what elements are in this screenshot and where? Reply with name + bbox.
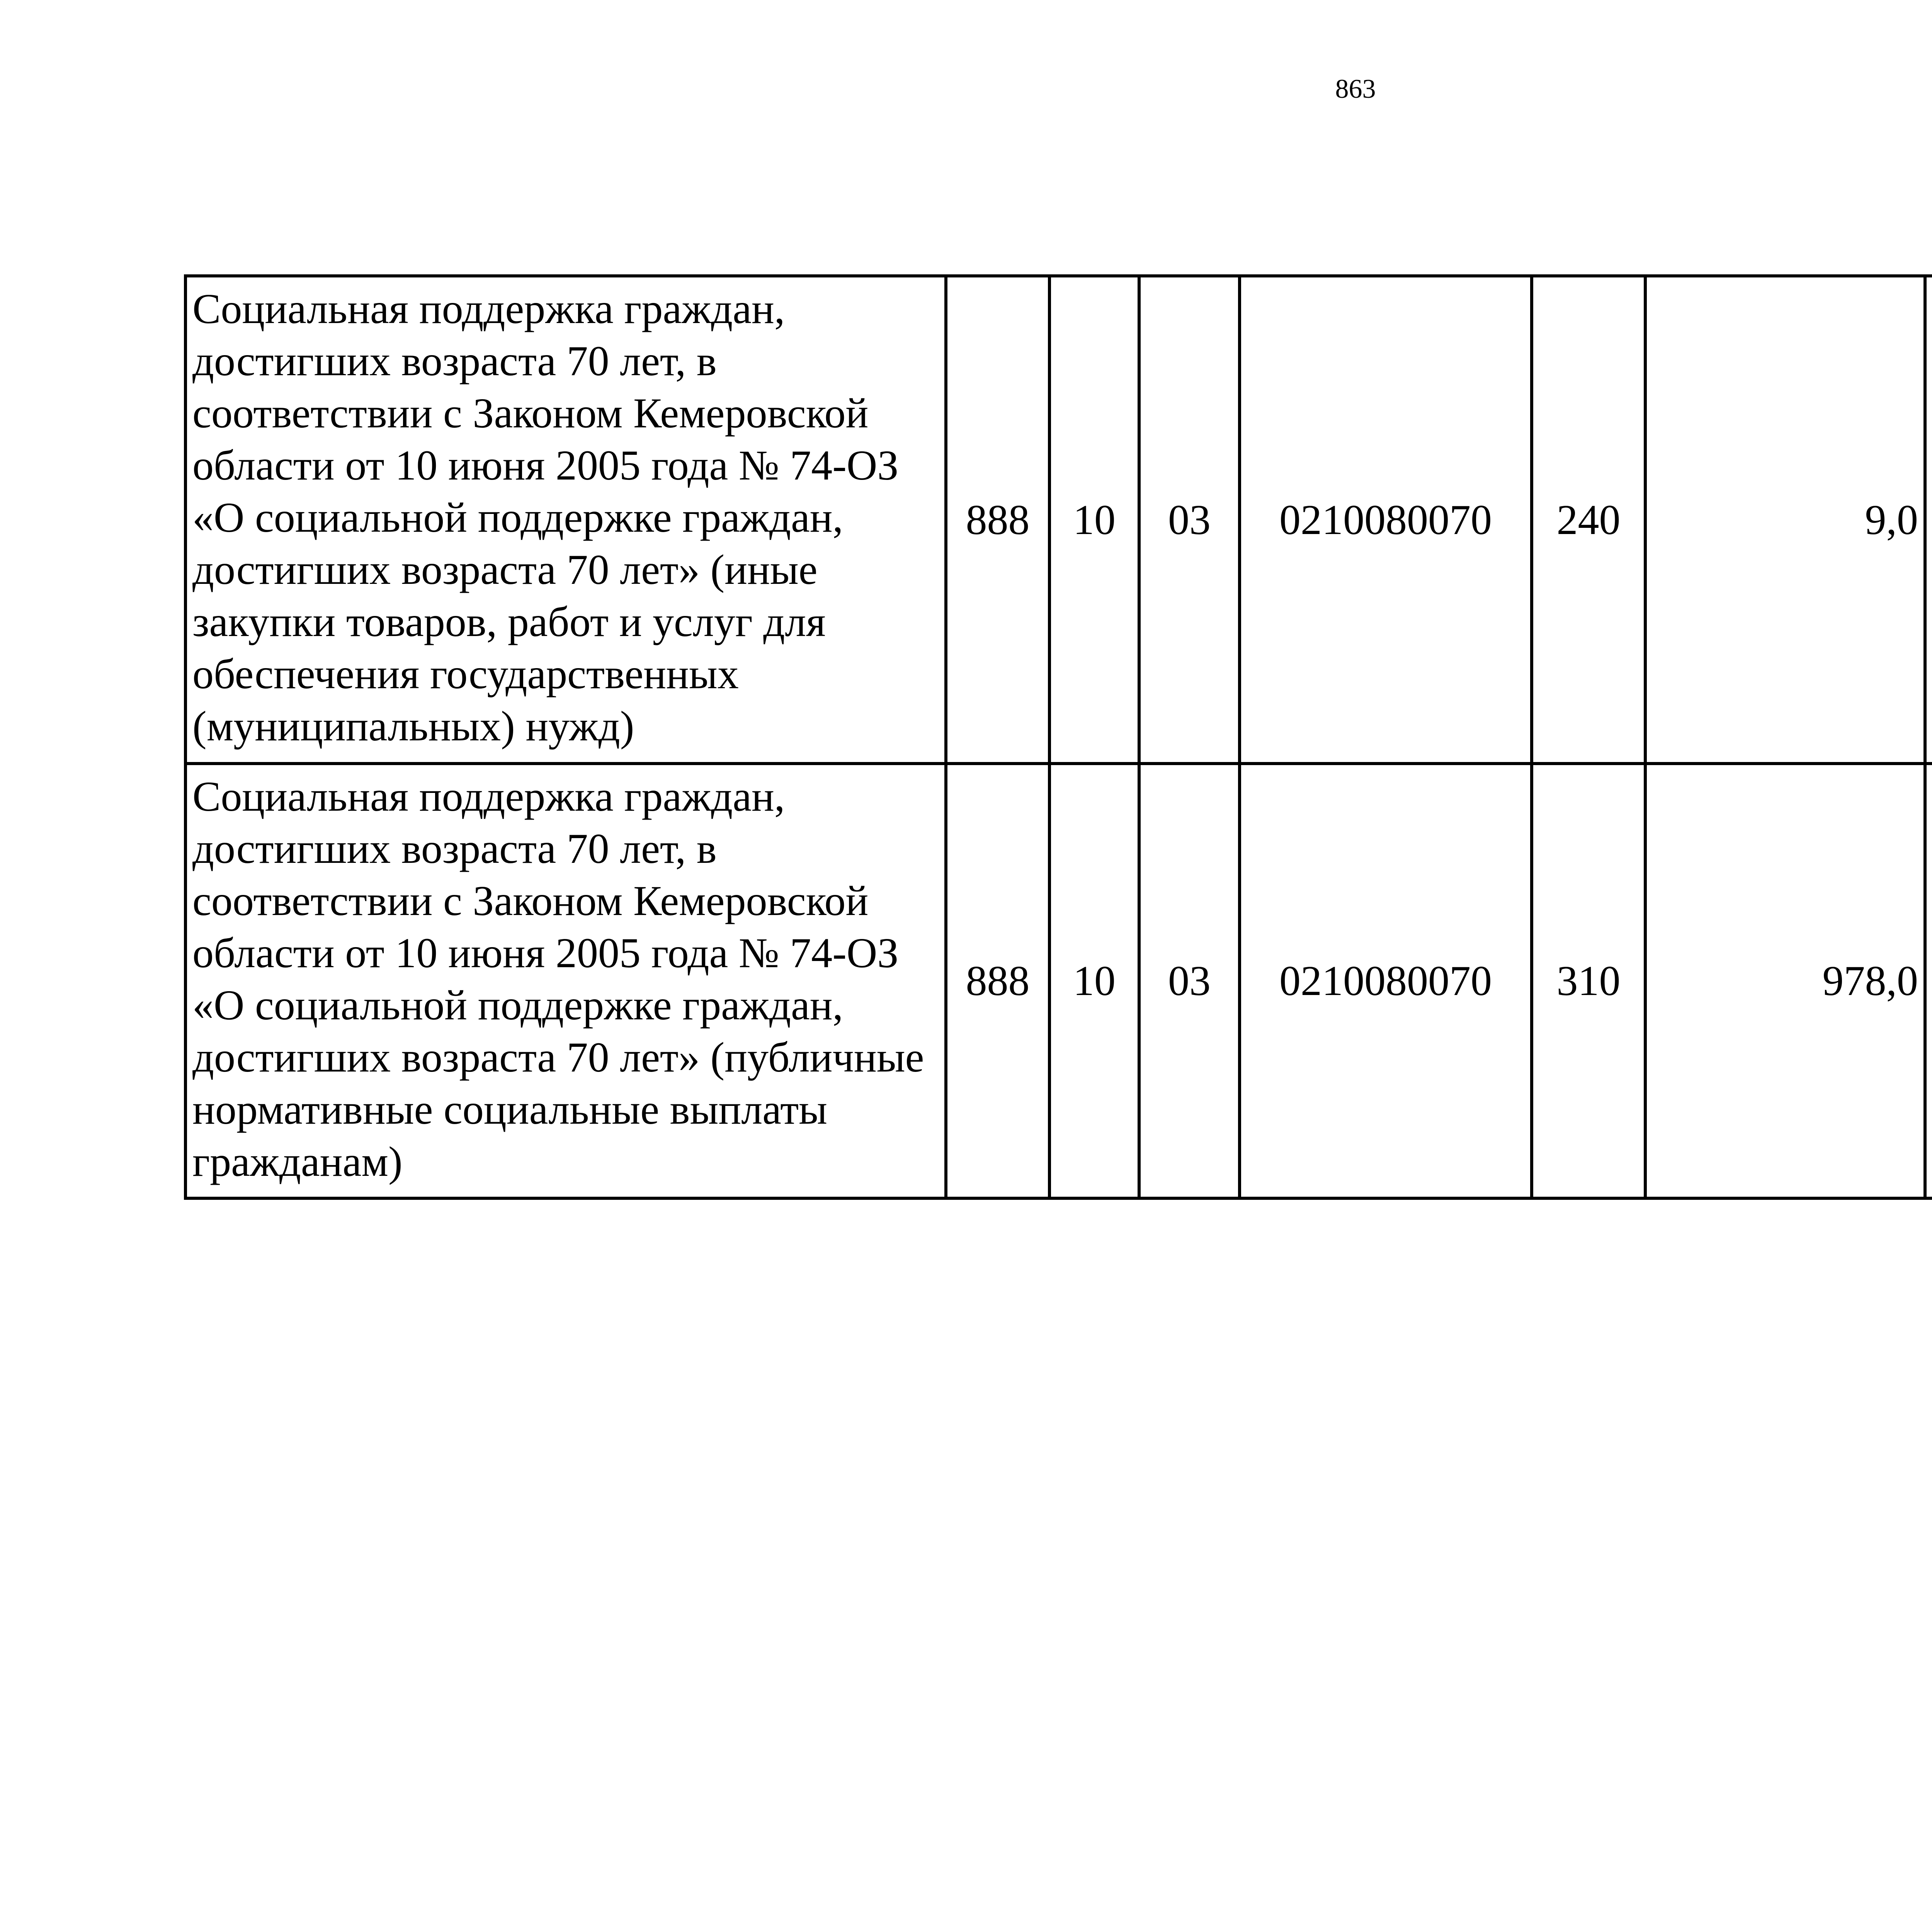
ministry-code: 888 <box>946 764 1049 1198</box>
table-row <box>185 764 1932 1198</box>
expense-description: Социальная поддержка граждан, достигших возраста 70 лет, в соответствии с Законом Кемеровской области от 10 июня 2005 года № 74-ОЗ «О социальной поддержке граждан, достигших возраста 70 лет» (иные закупки товаров, работ и услуг для обеспечения государственных (муниципальных) нужд) <box>185 276 946 764</box>
subsection-code: 03 <box>1139 764 1240 1198</box>
expense-type-code: 310 <box>1532 764 1645 1198</box>
table-row <box>185 276 1932 764</box>
amount-cell: 978,0 <box>1645 764 1925 1198</box>
section-code: 10 <box>1049 276 1139 764</box>
target-article-code: 0210080070 <box>1240 764 1532 1198</box>
ministry-code: 888 <box>946 276 1049 764</box>
target-article-code: 0210080070 <box>1240 276 1532 764</box>
amount-cell: 9,0 <box>1645 276 1925 764</box>
expense-type-code: 240 <box>1532 276 1645 764</box>
page-number: 863 <box>1335 74 1376 104</box>
subsection-code: 03 <box>1139 276 1240 764</box>
section-code: 10 <box>1049 764 1139 1198</box>
amount-cell <box>1925 764 1932 1198</box>
amount-cell <box>1925 276 1932 764</box>
expense-description: Социальная поддержка граждан, достигших возраста 70 лет, в соответствии с Законом Кемеровской области от 10 июня 2005 года № 74-ОЗ «О социальной поддержке граждан, достигших возраста 70 лет» (публичные нормативные социальные выплаты гражданам) <box>185 764 946 1198</box>
budget-table <box>184 274 1932 1200</box>
